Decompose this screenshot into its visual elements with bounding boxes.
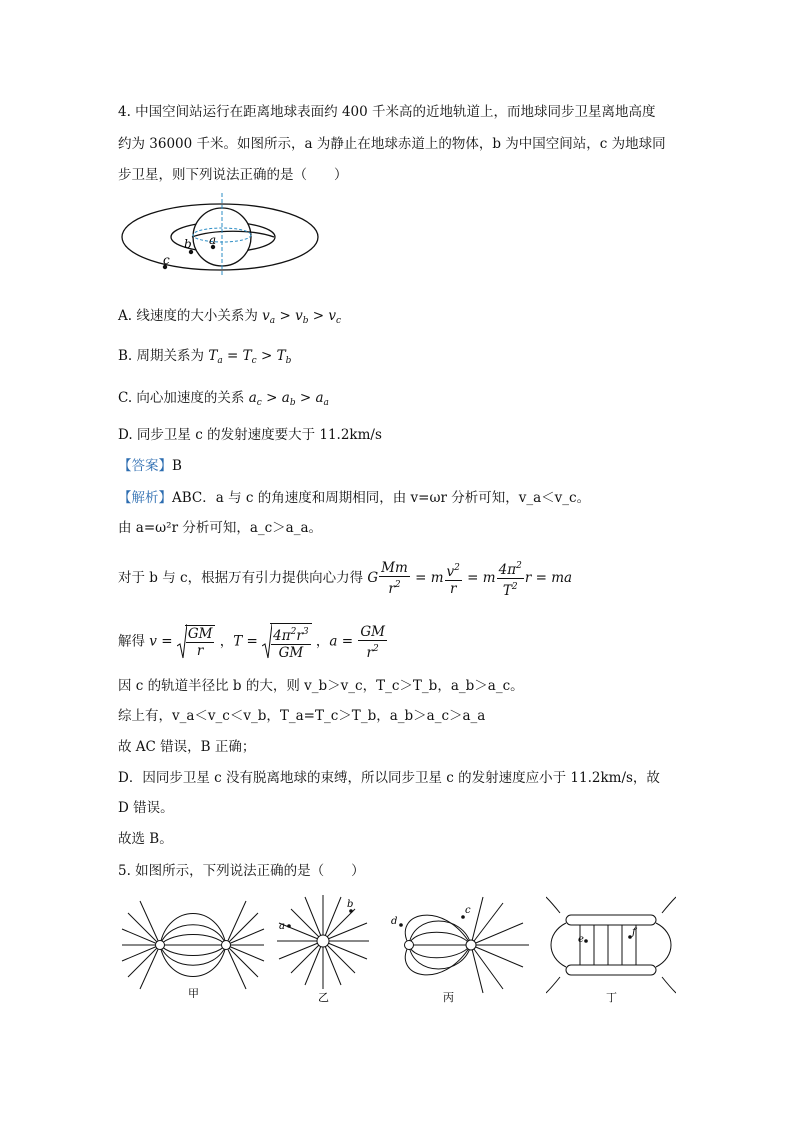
label-5e: e: [578, 934, 584, 945]
caption-ding: 丁: [606, 991, 617, 1003]
caption-jia: 甲: [188, 987, 199, 998]
label-5d: d: [391, 916, 398, 927]
analysis-line-1: 【解析】ABC．a 与 c 的角速度和周期相同，由 v=ωr 分析可知，v_a＜v_c。: [118, 490, 591, 506]
field-figure-ding: [546, 893, 676, 1003]
field-figure-yi: [275, 893, 375, 1003]
q4-stem-line-1: 4. 中国空间站运行在距离地球表面约 400 千米高的近地轨道上，而地球同步卫星离地高度: [118, 104, 656, 120]
label-b: b: [184, 237, 192, 251]
field-figure-jia: [118, 893, 268, 998]
analysis-line-2: 由 a=ω²r 分析可知，a_c＞a_a。: [118, 520, 323, 536]
q5-stem: 5. 如图所示，下列说法正确的是（ ）: [118, 863, 365, 879]
label-a: a: [209, 233, 217, 247]
analysis-line-6: 综上有，v_a＜v_c＜v_b，T_a=T_c＞T_b，a_b＞a_c＞a_a: [118, 708, 486, 724]
label-5f: f: [632, 927, 636, 938]
option-b: B. 周期关系为 $T_a = T_c > T_b$: [118, 348, 292, 366]
analysis-line-8: D．因同步卫星 c 没有脱离地球的束缚，所以同步卫星 c 的发射速度应小于 11.2km/s，故: [118, 770, 660, 786]
analysis-line-7: 故 AC 错误，B 正确；: [118, 739, 256, 755]
answer-line: [118, 456, 182, 476]
answer-tag: 【答案】: [118, 458, 172, 474]
analysis-line-10: 故选 B。: [118, 831, 173, 847]
option-c: C. 向心加速度的关系 $a_c > a_b > a_a$: [118, 390, 329, 408]
option-a: A. 线速度的大小关系为 $v_a > v_b > v_c$: [118, 308, 342, 326]
orbit-figure: [118, 190, 328, 275]
analysis-line-3: 对于 b 与 c，根据万有引力提供向心力得 G $\frac{Mm}{r^2}$ = m $\frac{v^2}{r}$ = m $\frac{4\pi^2}{T^2}$ r = ma: [118, 560, 573, 599]
caption-bing: 丙: [443, 991, 454, 1003]
option-d: D. 同步卫星 c 的发射速度要大于 11.2km/s: [118, 427, 382, 443]
field-figure-bing: [383, 893, 533, 1003]
analysis-tag: 【解析】: [118, 490, 172, 506]
caption-yi: 乙: [318, 991, 329, 1003]
q4-stem-line-2: 约为 36000 千米。如图所示，a 为静止在地球赤道上的物体，b 为中国空间站，c 为地球同: [118, 136, 666, 152]
answer-value: B: [172, 458, 182, 474]
q4-stem-line-3: 步卫星，则下列说法正确的是（ ）: [118, 167, 348, 183]
label-c: c: [163, 253, 170, 267]
analysis-line-9: D 错误。: [118, 800, 174, 816]
analysis-line-5: 因 c 的轨道半径比 b 的大，则 v_b＞v_c，T_c＞T_b，a_b＞a_c。: [118, 678, 524, 694]
analysis-line-4: 解得 v = $\frac{GM}{r}$ ，T = $\frac{4\pi^2r^3}{GM}$ ，a = $\frac{GM}{r^2}$: [118, 623, 385, 661]
label-5b: b: [347, 899, 354, 910]
label-5c: c: [465, 905, 471, 916]
label-5a: a: [279, 921, 285, 932]
